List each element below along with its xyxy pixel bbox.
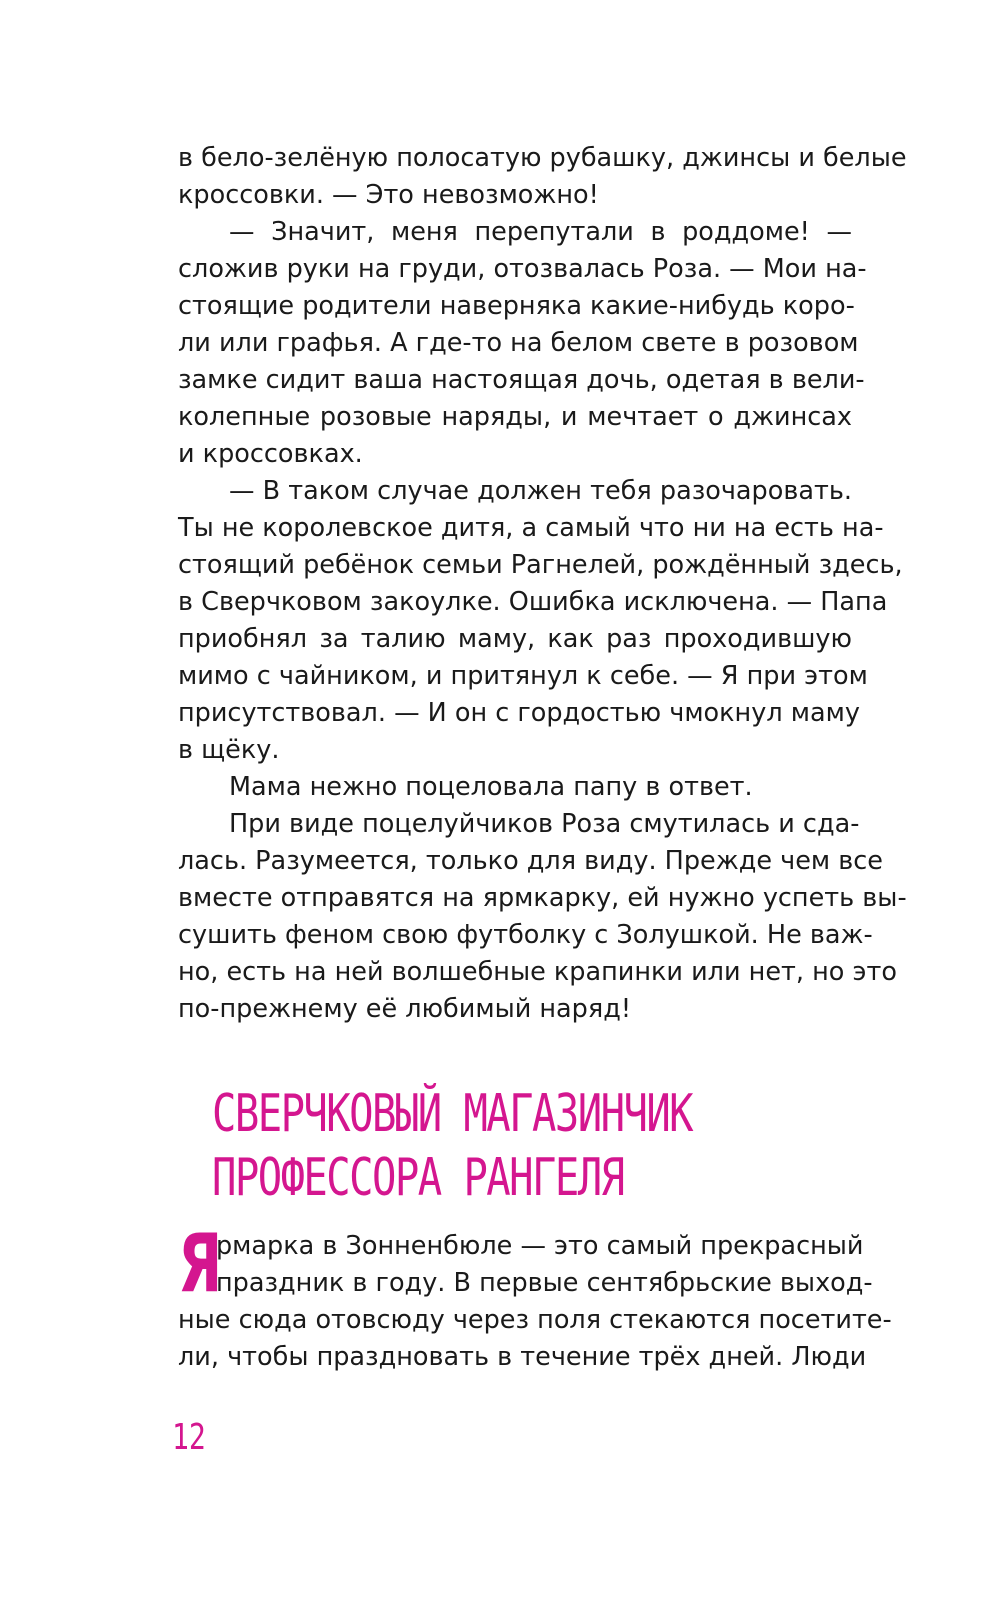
body-text <box>178 140 907 1028</box>
text-line: вместе отправятся на ярмкарку, ей нужно успеть вы- <box>178 883 907 913</box>
text-line: стоящий ребёнок семьи Рагнелей, рождённый здесь, <box>178 550 903 580</box>
text-line: замке сидит ваша настоящая дочь, одетая в вели- <box>178 365 865 395</box>
text-line: лась. Разумеется, только для виду. Прежде чем все <box>178 846 883 876</box>
text-line: в бело-зелёную полосатую рубашку, джинсы и белые <box>178 143 907 173</box>
text-line: сушить феном свою футболку с Золушкой. Не важ- <box>178 920 873 950</box>
text-line: При виде поцелуйчиков Роза смутилась и сда- <box>229 809 860 839</box>
text-line: колепные розовые наряды, и мечтает о джинсах <box>178 402 852 432</box>
text-line: ли, чтобы праздновать в течение трёх дней. Люди <box>178 1342 867 1372</box>
text-line: ли или графья. А где-то на белом свете в розовом <box>178 328 859 358</box>
text-line: рмарка в Зонненбюле — это самый прекрасный <box>216 1231 864 1261</box>
text-line: в щёку. <box>178 735 280 765</box>
text-line: мимо с чайником, и притянул к себе. — Я при этом <box>178 661 868 691</box>
text-line: ные сюда отовсюду через поля стекаются посетите- <box>178 1305 892 1335</box>
text-line: — Значит, меня перепутали в роддоме! — <box>229 217 852 247</box>
text-line: но, есть на ней волшебные крапинки или нет, но это <box>178 957 897 987</box>
text-line: приобнял за талию маму, как раз проходившую <box>178 624 852 654</box>
text-line: сложив руки на груди, отозвалась Роза. — Мои на- <box>178 254 867 284</box>
chapter-title-line-2: ПРОФЕССОРА РАНГЕЛЯ <box>212 1148 624 1208</box>
text-line: в Сверчковом закоулке. Ошибка исключена. — Папа <box>178 587 888 617</box>
text-line: — В таком случае должен тебя разочаровать. <box>229 476 852 506</box>
chapter-title-line-1: СВЕРЧКОВЫЙ МАГАЗИНЧИК <box>212 1084 693 1144</box>
text-line: по-прежнему её любимый наряд! <box>178 994 632 1024</box>
text-line: Ты не королевское дитя, а самый что ни на есть на- <box>178 513 884 543</box>
chapter-title <box>212 1082 852 1210</box>
text-line: присутствовал. — И он с гордостью чмокнул маму <box>178 698 860 728</box>
text-line: кроссовки. — Это невозможно! <box>178 180 599 210</box>
text-line: Мама нежно поцеловала папу в ответ. <box>229 772 753 802</box>
drop-cap: Я <box>178 1217 223 1310</box>
text-line: и кроссовках. <box>178 439 363 469</box>
text-line: праздник в году. В первые сентябрьские выход- <box>216 1268 873 1298</box>
chapter-body <box>178 1217 892 1376</box>
text-line: стоящие родители наверняка какие-нибудь коро- <box>178 291 855 321</box>
page-number: 12 <box>172 1417 206 1458</box>
